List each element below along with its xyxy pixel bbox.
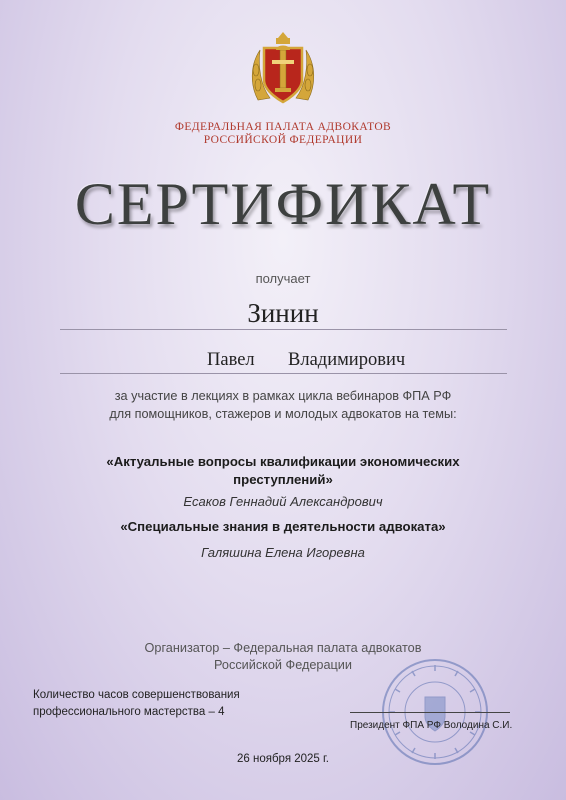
lecturer-name-2: Галяшина Елена Игоревна	[201, 545, 365, 560]
participation-text-line2: для помощников, стажеров и молодых адвокатов на темы:	[109, 407, 457, 421]
fpa-emblem-icon	[248, 30, 318, 110]
recipient-surname: Зинин	[247, 298, 319, 328]
participation-text-line1: за участие в лекциях в рамках цикла вебинаров ФПА РФ	[114, 389, 452, 403]
organizer-line1: Организатор – Федеральная палата адвокатов	[144, 641, 422, 655]
recipient-given-name: Павел	[207, 350, 255, 370]
topic-title-2: «Специальные знания в деятельности адвоката»	[120, 519, 446, 534]
name-divider	[60, 373, 507, 374]
signature-line	[350, 712, 510, 713]
topic-title-1: «Актуальные вопросы квалификации экономических преступлений»	[106, 454, 460, 487]
certificate-title: СЕРТИФИКАТ	[74, 171, 492, 237]
issue-date: 26 ноября 2025 г.	[237, 753, 329, 765]
organizer-line2: Российской Федерации	[214, 658, 352, 672]
recipient-patronymic: Владимирович	[288, 350, 406, 370]
org-name-line2: РОССИЙСКОЙ ФЕДЕРАЦИИ	[203, 134, 363, 146]
lecturer-name-1: Есаков Геннадий Александрович	[183, 494, 383, 509]
org-name-line1: ФЕДЕРАЛЬНАЯ ПАЛАТА АДВОКАТОВ	[174, 121, 392, 133]
hours-line1: Количество часов совершенствования	[33, 689, 240, 701]
hours-line2: профессионального мастерства – 4	[33, 706, 225, 718]
receives-label: получает	[255, 271, 311, 286]
president-signature: Президент ФПА РФ Володина С.И.	[350, 720, 513, 731]
surname-divider	[60, 329, 507, 330]
